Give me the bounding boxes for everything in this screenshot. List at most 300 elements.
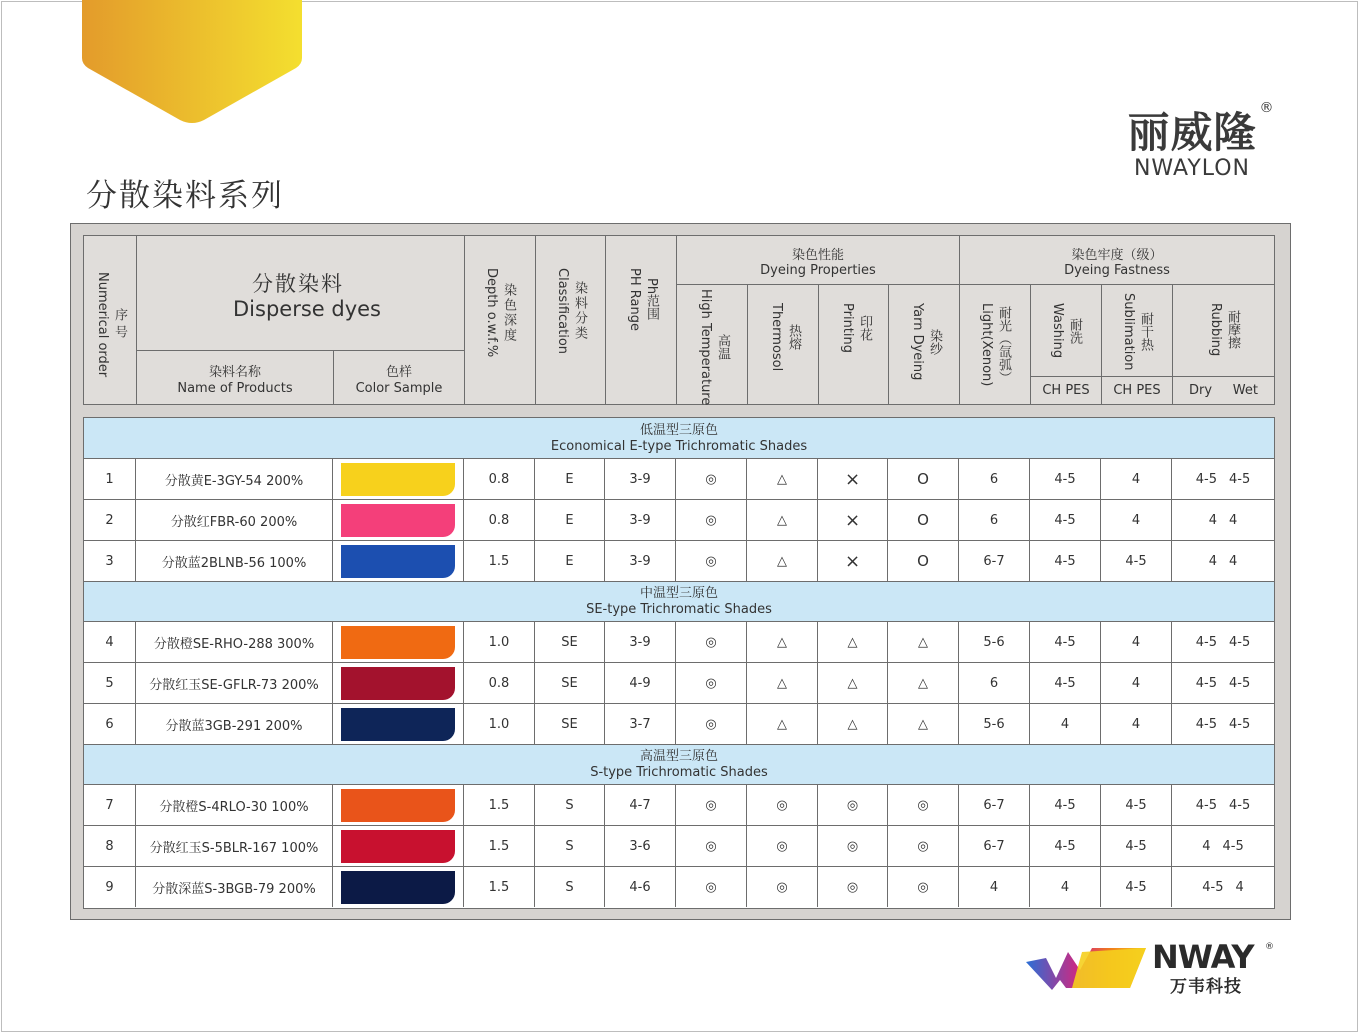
rating-symbol: △ [847, 716, 858, 732]
header-light-cn: 耐光（氙弧） [996, 305, 1011, 384]
cell-depth-value: 0.8 [488, 471, 510, 487]
cell-washing [1030, 826, 1101, 866]
footer-brand-cn: 万韦科技 [1170, 977, 1242, 997]
cell-thermosol [747, 704, 818, 744]
cell-rubbing [1172, 785, 1274, 825]
table-row [84, 704, 1274, 745]
cell-light [959, 541, 1030, 581]
color-swatch [341, 830, 455, 863]
rubbing-dry: 4-5 [1195, 675, 1217, 691]
cell-color-sample [333, 826, 464, 866]
rubbing-dry: 4-5 [1195, 716, 1217, 732]
cell-rubbing [1172, 541, 1274, 581]
cell-light-value: 6-7 [983, 553, 1005, 569]
cell-color-sample [333, 867, 464, 907]
header-washing-en: Washing [1050, 303, 1065, 359]
color-swatch [341, 504, 455, 537]
cell-ph [605, 500, 676, 540]
section-s-type-cn: 高温型三原色 [639, 749, 718, 764]
cell-color-sample [333, 704, 464, 744]
cell-classification-value: S [565, 797, 574, 813]
section-s-type-en: S-type Trichromatic Shades [590, 765, 768, 780]
cell-no-value: 8 [105, 838, 114, 854]
cell-depth-value: 1.5 [488, 879, 510, 895]
cell-no [84, 826, 136, 866]
cell-product-name [136, 622, 333, 662]
cell-sublimation [1101, 500, 1172, 540]
cell-light [959, 459, 1030, 499]
cell-washing [1030, 704, 1101, 744]
header-rubbing-wet: Wet [1232, 383, 1258, 398]
cell-light [959, 622, 1030, 662]
header-light-en: Light(Xenon) [979, 303, 994, 387]
header-dyeing-properties-cn: 染色性能 [791, 248, 844, 263]
cell-rubbing [1172, 663, 1274, 703]
rubbing-wet: 4-5 [1229, 797, 1251, 813]
cell-no-value: 1 [105, 471, 114, 487]
cell-yarn [888, 459, 959, 499]
cell-high-temp [676, 541, 747, 581]
table-row [84, 500, 1274, 541]
color-swatch [341, 667, 455, 700]
cell-depth [464, 622, 535, 662]
header-dyes-en: Disperse dyes [233, 297, 381, 321]
cell-no-value: 7 [105, 797, 114, 813]
header-dyes-cn: 分散染料 [252, 272, 344, 296]
cell-depth [464, 785, 535, 825]
cell-sublimation [1101, 541, 1172, 581]
cell-sublimation [1101, 785, 1172, 825]
rating-symbol: ◎ [705, 634, 717, 650]
header-printing [818, 284, 888, 404]
rating-symbol: ◎ [776, 838, 788, 854]
rating-symbol: ◎ [705, 512, 717, 528]
rating-symbol: × [844, 509, 861, 531]
cell-light-value: 6 [989, 471, 999, 487]
cell-washing-value: 4-5 [1054, 512, 1076, 528]
rating-symbol: ◎ [705, 797, 717, 813]
cell-classification-value: S [565, 879, 574, 895]
cell-classification-value: S [565, 838, 574, 854]
registered-mark: ® [1259, 100, 1275, 116]
footer-brand: NWAY [1152, 938, 1254, 976]
cell-ph [605, 459, 676, 499]
cell-sublimation-value: 4-5 [1125, 797, 1147, 813]
cell-depth-value: 0.8 [488, 675, 510, 691]
cell-classification [535, 704, 605, 744]
rubbing-dry: 4-5 [1195, 471, 1217, 487]
rubbing-wet: 4-5 [1229, 675, 1251, 691]
cell-product-name [136, 826, 333, 866]
cell-classification [535, 541, 605, 581]
header-washing-cn: 耐洗 [1067, 317, 1082, 344]
header-fastness-cn: 染色牢度（级） [1071, 248, 1163, 263]
header-sublimation-cn: 耐干热 [1138, 312, 1153, 352]
cell-no [84, 622, 136, 662]
cell-washing-value: 4 [1060, 716, 1070, 732]
cell-thermosol [747, 826, 818, 866]
cell-product-name [136, 704, 333, 744]
cell-light-value: 6-7 [983, 838, 1005, 854]
rating-symbol: △ [777, 471, 787, 487]
cell-thermosol [747, 459, 818, 499]
cell-washing-value: 4 [1060, 879, 1070, 895]
header-yarn-cn: 染纱 [927, 328, 942, 355]
cell-product-name-value: 分散红玉SE-GFLR-73 200% [149, 677, 319, 693]
rating-symbol: △ [847, 675, 858, 691]
rating-symbol: O [917, 552, 929, 570]
cell-washing-value: 4-5 [1054, 838, 1076, 854]
cell-sublimation-value: 4-5 [1125, 879, 1147, 895]
cell-no-value: 9 [105, 879, 114, 895]
header-depth-en: Depth o.w.f.% [484, 268, 499, 358]
cell-thermosol [747, 541, 818, 581]
cell-classification-value: SE [561, 634, 578, 650]
cell-yarn [888, 622, 959, 662]
header-ph-en: PH Range [627, 268, 642, 331]
section-e-type-cn: 低温型三原色 [639, 423, 718, 438]
cell-light-value: 4 [989, 879, 999, 895]
cell-product-name-value: 分散蓝3GB-291 200% [165, 718, 303, 734]
header-printing-en: Printing [840, 303, 855, 354]
cell-color-sample [333, 622, 464, 662]
cell-yarn [888, 704, 959, 744]
header-rubbing-sub [1172, 376, 1274, 404]
rating-symbol: △ [777, 716, 787, 732]
rubbing-wet: 4 [1229, 512, 1238, 528]
cell-color-sample [333, 785, 464, 825]
cell-printing [818, 459, 888, 499]
header-order-en: Numerical order [95, 272, 110, 378]
cell-sublimation [1101, 704, 1172, 744]
table-row [84, 785, 1274, 826]
header-color-cn: 色样 [385, 365, 412, 380]
cell-depth [464, 663, 535, 703]
cell-classification [535, 663, 605, 703]
cell-ph-value: 3-9 [629, 634, 651, 650]
cell-high-temp [676, 826, 747, 866]
table-row [84, 867, 1274, 908]
header-thermosol-cn: 热熔 [786, 324, 801, 351]
cell-no-value: 2 [105, 512, 114, 528]
cell-ph [605, 541, 676, 581]
cell-rubbing [1172, 500, 1274, 540]
rating-symbol: O [917, 511, 929, 529]
page-title: 分散染料系列 [86, 178, 284, 214]
cell-thermosol [747, 785, 818, 825]
rating-symbol: ◎ [846, 879, 859, 895]
cell-sublimation-value: 4-5 [1125, 553, 1147, 569]
cell-classification [535, 867, 605, 907]
header-sublimation-sub: CH PES [1101, 376, 1172, 404]
cell-product-name-value: 分散红玉S-5BLR-167 100% [149, 840, 319, 856]
cell-light [959, 785, 1030, 825]
cell-thermosol [747, 663, 818, 703]
cell-printing [818, 500, 888, 540]
header-order [84, 236, 136, 404]
cell-yarn [888, 826, 959, 866]
rating-symbol: ◎ [846, 838, 859, 854]
cell-sublimation [1101, 867, 1172, 907]
rating-symbol: ◎ [917, 838, 929, 854]
cell-printing [818, 704, 888, 744]
rating-symbol: ◎ [776, 879, 788, 895]
rating-symbol: ◎ [846, 797, 859, 813]
cell-ph-value: 3-9 [629, 553, 651, 569]
cell-sublimation [1101, 826, 1172, 866]
header-high-temp-en: High Temperature [698, 289, 713, 406]
rating-symbol: × [844, 550, 861, 572]
header-high-temp [676, 284, 747, 404]
header-ph-cn: Ph范围 [644, 278, 659, 321]
cell-ph-value: 3-9 [629, 512, 651, 528]
footer-registered-mark: ® [1265, 942, 1274, 952]
header-name-en: Name of Products [177, 381, 293, 396]
header-dyeing-properties-en: Dyeing Properties [760, 263, 876, 278]
brand-logo [1112, 100, 1275, 181]
cell-washing [1030, 663, 1101, 703]
cell-classification [535, 500, 605, 540]
cell-printing [818, 867, 888, 907]
cell-product-name [136, 785, 333, 825]
section-se-type-cn: 中温型三原色 [639, 586, 718, 601]
cell-light-value: 6 [989, 675, 999, 691]
cell-depth-value: 1.0 [488, 716, 510, 732]
rubbing-dry: 4-5 [1202, 879, 1224, 895]
section-header-se-type [84, 582, 1274, 622]
cell-rubbing [1172, 622, 1274, 662]
header-color-en: Color Sample [355, 381, 443, 396]
color-swatch [341, 626, 455, 659]
cell-sublimation [1101, 459, 1172, 499]
cell-thermosol [747, 622, 818, 662]
header-high-temp-cn: 高温 [715, 334, 730, 361]
rubbing-wet: 4-5 [1222, 838, 1244, 854]
rubbing-dry: 4 [1208, 553, 1217, 569]
rubbing-dry: 4-5 [1195, 634, 1217, 650]
cell-classification-value: SE [561, 675, 578, 691]
cell-ph [605, 663, 676, 703]
cell-classification [535, 785, 605, 825]
cell-ph [605, 826, 676, 866]
cell-product-name-value: 分散黄E-3GY-54 200% [164, 473, 304, 489]
cell-ph-value: 3-6 [629, 838, 651, 854]
header-ph [605, 236, 676, 404]
cell-no [84, 541, 136, 581]
header-class-en: Classification [555, 268, 570, 355]
cell-high-temp [676, 622, 747, 662]
cell-ph [605, 867, 676, 907]
header-class [535, 236, 605, 404]
header-color [333, 350, 464, 404]
cell-sublimation-value: 4 [1131, 471, 1141, 487]
cell-no-value: 4 [105, 634, 114, 650]
header-rubbing-cn: 耐摩擦 [1225, 310, 1240, 350]
cell-printing [818, 785, 888, 825]
rating-symbol: × [844, 468, 861, 490]
cell-classification [535, 826, 605, 866]
rating-symbol: △ [777, 512, 787, 528]
cell-rubbing [1172, 867, 1274, 907]
rating-symbol: O [917, 470, 929, 488]
cell-washing [1030, 622, 1101, 662]
header-yarn-en: Yarn Dyeing [910, 303, 925, 381]
header-washing-sub: CH PES [1030, 376, 1101, 404]
cell-sublimation [1101, 663, 1172, 703]
rating-symbol: △ [918, 634, 928, 650]
cell-classification [535, 622, 605, 662]
cell-light-value: 5-6 [983, 634, 1005, 650]
header-depth [464, 236, 535, 404]
cell-light [959, 867, 1030, 907]
corner-badge-shape [82, 0, 302, 126]
cell-ph [605, 704, 676, 744]
header-washing [1030, 284, 1101, 376]
cell-ph-value: 3-7 [629, 716, 651, 732]
rating-symbol: △ [918, 675, 928, 691]
rating-symbol: ◎ [776, 797, 788, 813]
brand-name-cn: 丽威隆 ® [1127, 100, 1275, 157]
rating-symbol: ◎ [705, 838, 717, 854]
header-class-cn: 染料分类 [572, 281, 587, 342]
cell-yarn [888, 500, 959, 540]
table-row [84, 622, 1274, 663]
cell-light [959, 500, 1030, 540]
section-header-e-type [84, 418, 1274, 459]
cell-high-temp [676, 500, 747, 540]
cell-no-value: 3 [105, 553, 114, 569]
cell-washing-value: 4-5 [1054, 634, 1076, 650]
header-yarn [888, 284, 959, 404]
rating-symbol: △ [847, 634, 858, 650]
cell-light [959, 704, 1030, 744]
cell-sublimation-value: 4 [1131, 634, 1141, 650]
cell-no [84, 500, 136, 540]
header-light [959, 284, 1030, 404]
header-rubbing-en: Rubbing [1208, 303, 1223, 357]
cell-washing [1030, 785, 1101, 825]
header-depth-cn: 染色深度 [501, 282, 516, 343]
rating-symbol: ◎ [705, 553, 717, 569]
header-fastness-en: Dyeing Fastness [1064, 263, 1170, 278]
cell-light [959, 826, 1030, 866]
cell-product-name [136, 663, 333, 703]
rubbing-wet: 4-5 [1229, 716, 1251, 732]
cell-yarn [888, 541, 959, 581]
rating-symbol: ◎ [705, 879, 717, 895]
cell-classification-value: E [565, 512, 574, 528]
cell-product-name-value: 分散深蓝S-3BGB-79 200% [152, 881, 316, 897]
cell-color-sample [333, 541, 464, 581]
cell-no [84, 459, 136, 499]
cell-depth-value: 1.5 [488, 553, 510, 569]
color-swatch [341, 545, 455, 578]
cell-product-name [136, 500, 333, 540]
cell-light-value: 6 [989, 512, 999, 528]
cell-high-temp [676, 704, 747, 744]
cell-ph-value: 4-9 [629, 675, 651, 691]
header-dyes [136, 236, 464, 350]
color-swatch [341, 463, 455, 496]
rubbing-wet: 4-5 [1229, 471, 1251, 487]
table-header [83, 235, 1275, 405]
table-row [84, 663, 1274, 704]
header-thermosol-en: Thermosol [769, 303, 784, 372]
cell-product-name [136, 541, 333, 581]
header-printing-cn: 印花 [857, 315, 872, 341]
cell-color-sample [333, 500, 464, 540]
cell-product-name-value: 分散红FBR-60 200% [170, 514, 298, 530]
rubbing-dry: 4-5 [1195, 797, 1217, 813]
rating-symbol: △ [777, 634, 787, 650]
header-name-cn: 染料名称 [208, 365, 261, 380]
cell-depth [464, 704, 535, 744]
cell-light-value: 6-7 [983, 797, 1005, 813]
cell-depth [464, 459, 535, 499]
cell-depth-value: 1.0 [488, 634, 510, 650]
cell-depth-value: 1.5 [488, 797, 510, 813]
cell-yarn [888, 663, 959, 703]
cell-product-name-value: 分散蓝2BLNB-56 100% [161, 555, 307, 571]
header-name [136, 350, 333, 404]
cell-classification-value: SE [561, 716, 578, 732]
cell-rubbing [1172, 704, 1274, 744]
rubbing-wet: 4 [1229, 553, 1238, 569]
cell-sublimation-value: 4 [1131, 512, 1141, 528]
cell-printing [818, 826, 888, 866]
header-fastness [959, 236, 1274, 284]
cell-no-value: 5 [105, 675, 114, 691]
cell-washing [1030, 541, 1101, 581]
cell-depth [464, 826, 535, 866]
cell-classification-value: E [565, 471, 574, 487]
header-rubbing [1172, 284, 1274, 376]
cell-depth [464, 867, 535, 907]
rubbing-wet: 4 [1235, 879, 1244, 895]
cell-yarn [888, 785, 959, 825]
cell-depth-value: 1.5 [488, 838, 510, 854]
cell-no [84, 785, 136, 825]
color-swatch [341, 871, 455, 904]
section-header-s-type [84, 745, 1274, 785]
cell-washing-value: 4-5 [1054, 471, 1076, 487]
table-row [84, 826, 1274, 867]
rating-symbol: ◎ [917, 879, 929, 895]
cell-classification-value: E [565, 553, 574, 569]
rating-symbol: △ [777, 553, 787, 569]
cell-high-temp [676, 785, 747, 825]
cell-ph [605, 622, 676, 662]
rubbing-dry: 4 [1208, 512, 1217, 528]
cell-product-name-value: 分散橙SE-RHO-288 300% [153, 636, 315, 652]
cell-ph-value: 3-9 [629, 471, 651, 487]
cell-no-value: 6 [105, 716, 114, 732]
cell-high-temp [676, 867, 747, 907]
header-sublimation-en: Sublimation [1121, 293, 1136, 371]
cell-printing [818, 663, 888, 703]
cell-color-sample [333, 663, 464, 703]
cell-high-temp [676, 459, 747, 499]
color-swatch [341, 789, 455, 822]
cell-sublimation [1101, 622, 1172, 662]
cell-washing [1030, 500, 1101, 540]
cell-washing-value: 4-5 [1054, 797, 1076, 813]
rubbing-dry: 4 [1202, 838, 1211, 854]
cell-light-value: 5-6 [983, 716, 1005, 732]
cell-ph-value: 4-6 [629, 879, 651, 895]
cell-rubbing [1172, 826, 1274, 866]
cell-no [84, 867, 136, 907]
